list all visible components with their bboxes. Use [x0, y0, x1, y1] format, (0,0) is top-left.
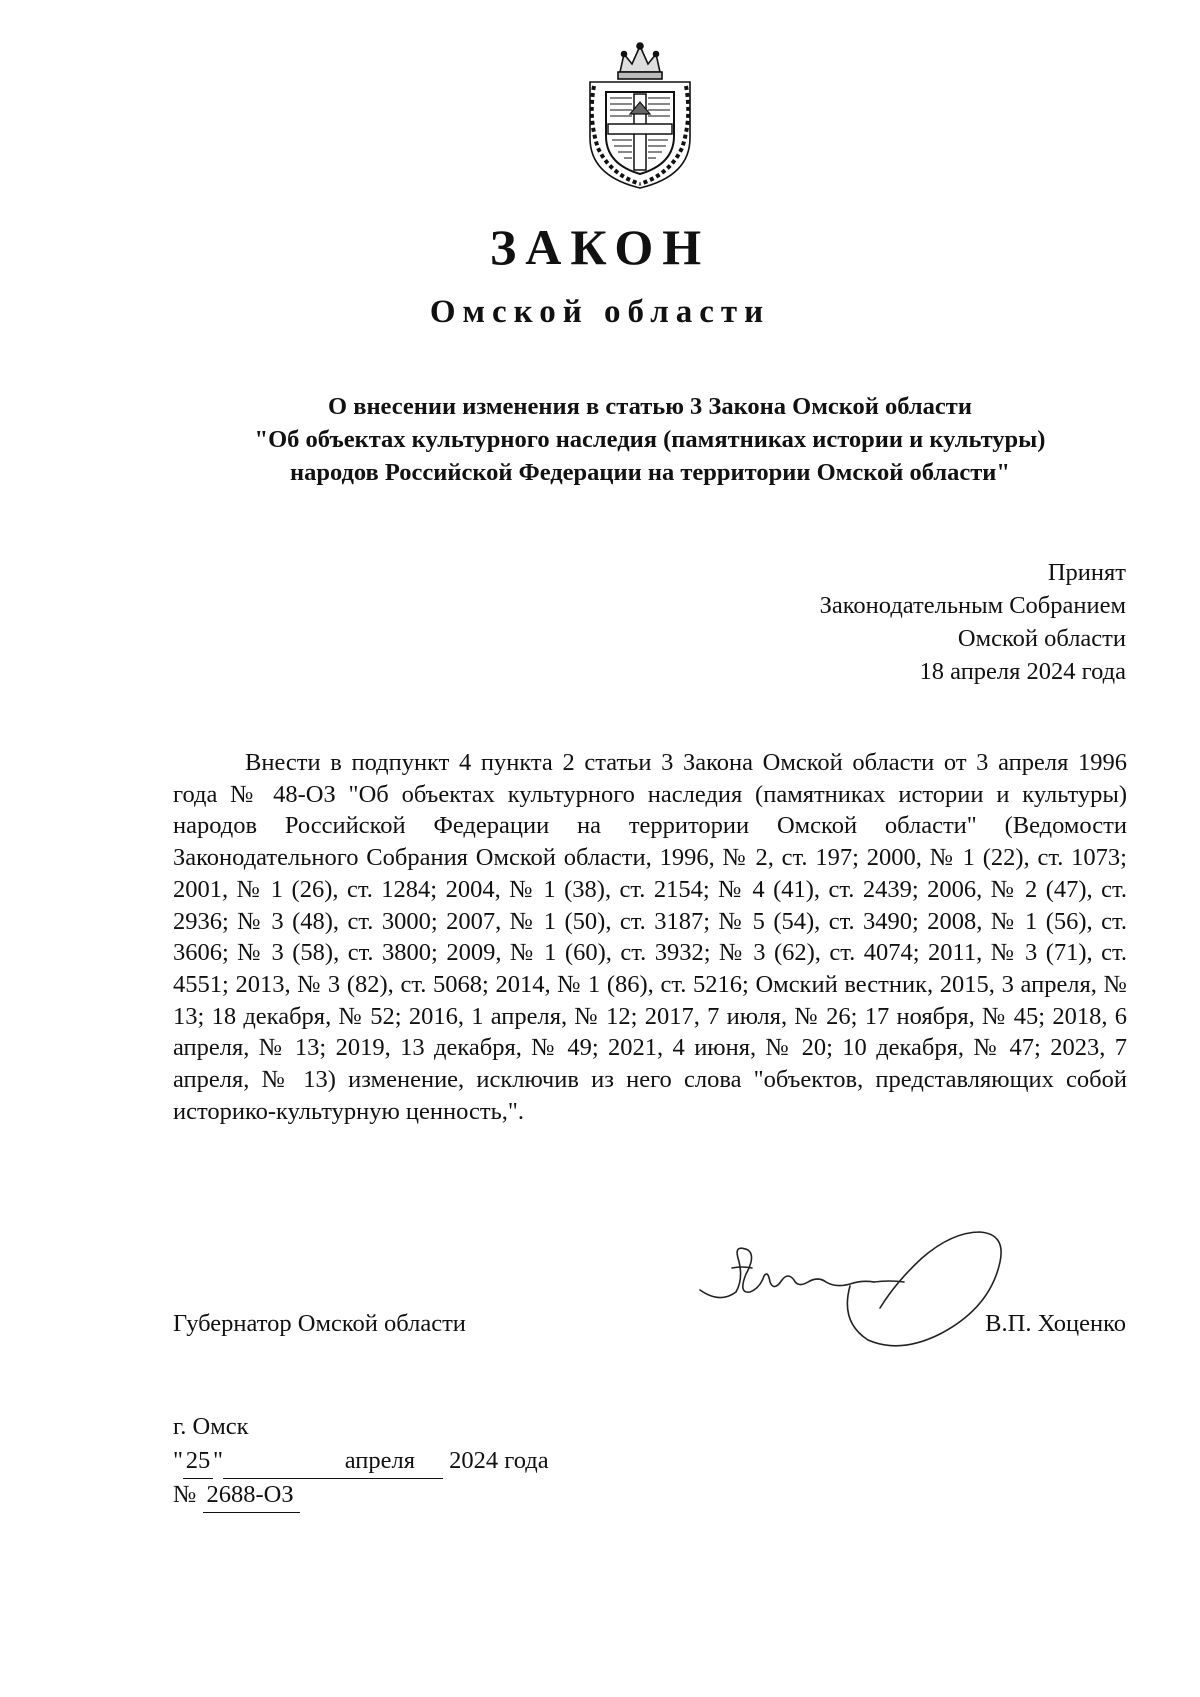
adoption-date: 18 апреля 2024 года	[919, 658, 1126, 685]
law-heading-line: О внесении изменения в статью 3 Закона Омской области	[328, 393, 972, 420]
law-number	[173, 1478, 300, 1513]
law-number-value: 2688-ОЗ	[203, 1478, 300, 1513]
law-heading	[170, 390, 1130, 489]
handwritten-signature	[690, 1222, 1020, 1362]
law-heading-line: "Об объектах культурного наследия (памятниках истории и культуры)	[254, 426, 1046, 453]
adoption-note-line: Законодательным Собранием	[819, 592, 1126, 619]
date-quote-close: "	[213, 1447, 224, 1474]
law-heading-line: народов Российской Федерации на территории Омской области"	[289, 459, 1010, 486]
document-subtitle: Омской области	[429, 294, 771, 330]
date-quote-open: "	[173, 1447, 184, 1474]
body-paragraph: Внести в подпункт 4 пункта 2 статьи 3 Закона Омской области от 3 апреля 1996 года № 48-ОЗ "Об объектах культурного наследия (памятниках истории и культуры) народов Российской Федерации на территории Омской области" (Ведомости Законодательного Собрания Омской области, 1996, № 2, ст. 197; 2000, № 1 (22), ст. 1073; 2001, № 1 (26), ст. 1284; 2004, № 1 (38), ст. 2154; № 4 (41), ст. 2439; 2006, № 2 (47), ст. 2936; № 3 (48), ст. 3000; 2007, № 1 (50), ст. 3187; № 5 (54), ст. 3490; 2008, № 1 (56), ст. 3606; № 3 (58), ст. 3800; 2009, № 1 (60), ст. 3932; № 3 (62), ст. 4074; 2011, № 3 (71), ст. 4551; 2013, № 3 (82), ст. 5068; 2014, № 1 (86), ст. 5216; Омский вестник, 2015, 3 апреля, № 13; 18 декабря, № 52; 2016, 1 апреля, № 12; 2017, 7 июля, № 26; 17 ноября, № 45; 2018, 6 апреля, № 13; 2019, 13 декабря, № 49; 2021, 4 июня, № 20; 10 декабря, № 47; 2023, 7 апреля, № 13) изменение, исключив из него слова "объектов, представляющих собой историко-культурную ценность,".	[173, 749, 1127, 1125]
signing-place: г. Омск	[173, 1413, 249, 1440]
signing-month: апреля	[223, 1444, 443, 1479]
signatory-name: В.П. Хоценко	[985, 1310, 1126, 1337]
adoption-note-line: Омской области	[957, 625, 1126, 652]
signing-day: 25	[183, 1444, 213, 1479]
adoption-note	[820, 556, 1126, 688]
omsk-region-coat-of-arms-icon	[580, 38, 700, 190]
number-sign: №	[173, 1481, 197, 1508]
signing-date	[173, 1444, 549, 1479]
signing-year: 2024 года	[449, 1447, 549, 1474]
adoption-note-line: Принят	[1047, 559, 1126, 586]
document-title: ЗАКОН	[489, 219, 711, 275]
signatory-position: Губернатор Омской области	[173, 1310, 466, 1337]
